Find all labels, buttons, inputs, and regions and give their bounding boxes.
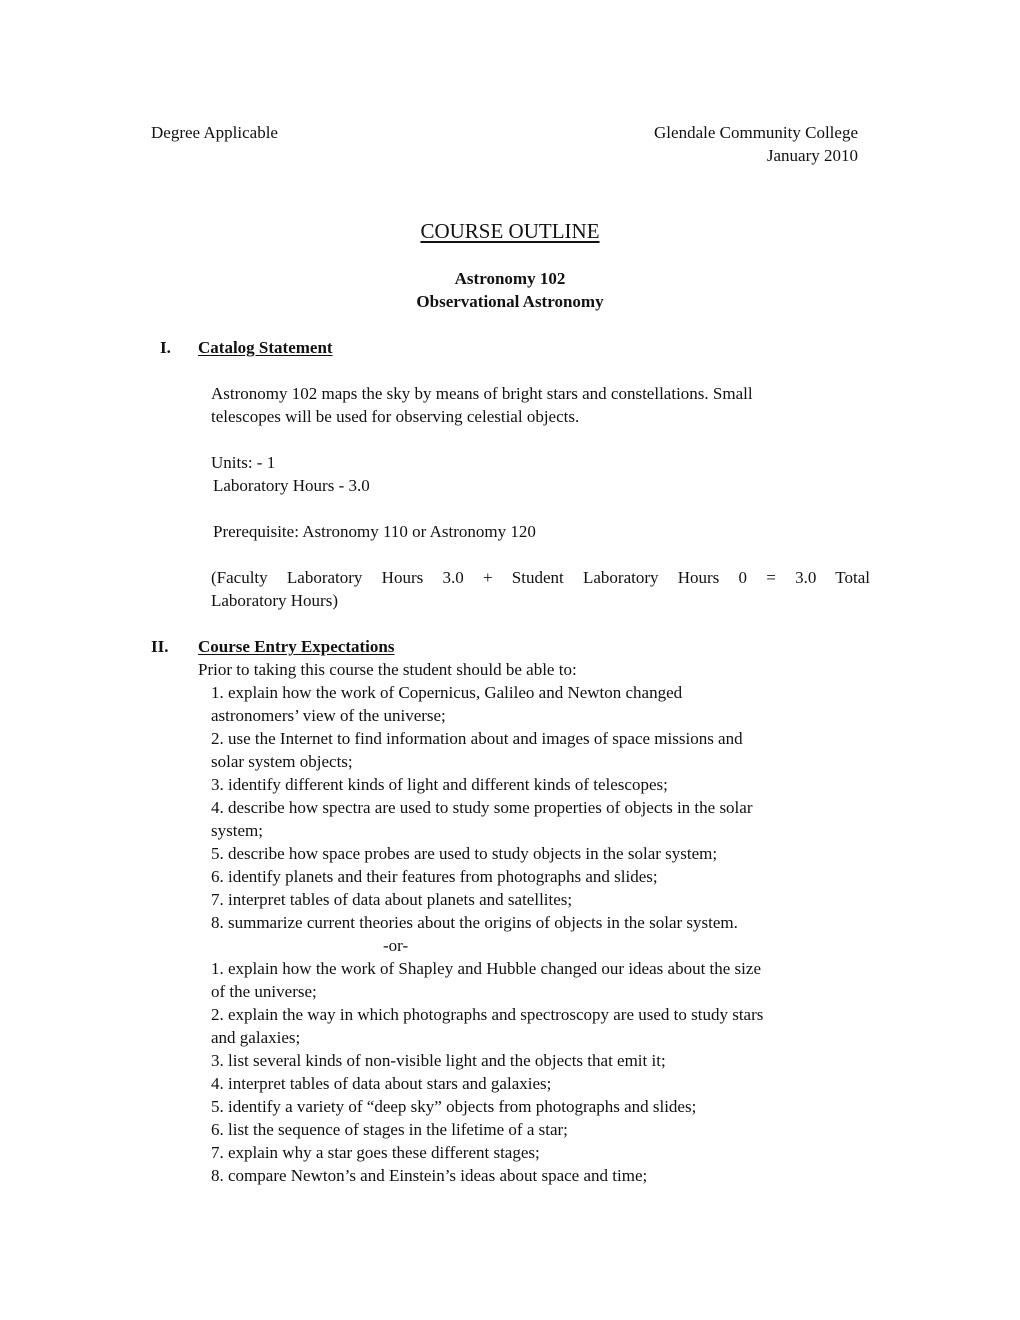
units: Units: - 1: [211, 453, 276, 472]
hours-line2: Laboratory Hours): [211, 591, 338, 610]
list-item: astronomers’ view of the universe;: [211, 706, 446, 725]
list-item: 4. describe how spectra are used to study some properties of objects in the solar: [211, 798, 753, 817]
list-item: solar system objects;: [211, 752, 353, 771]
section2-title: Course Entry Expectations: [198, 637, 395, 656]
hours-line1: (Faculty Laboratory Hours 3.0 + Student Laboratory Hours 0 = 3.0 Total: [211, 568, 870, 587]
prerequisite: Prerequisite: Astronomy 110 or Astronomy 120: [213, 522, 536, 541]
list-item: 6. identify planets and their features from photographs and slides;: [211, 867, 658, 886]
list-item: 8. compare Newton’s and Einstein’s ideas about space and time;: [211, 1166, 648, 1185]
list-item: 7. explain why a star goes these different stages;: [211, 1143, 540, 1162]
list-item: and galaxies;: [211, 1028, 301, 1047]
list-item: 1. explain how the work of Copernicus, Galileo and Newton changed: [211, 683, 683, 702]
list-item: 1. explain how the work of Shapley and Hubble changed our ideas about the size: [211, 959, 761, 978]
catalog-desc-line2: telescopes will be used for observing celestial objects.: [211, 407, 580, 426]
or-separator: -or-: [383, 936, 409, 955]
header-right: [654, 121, 858, 167]
list-item: 2. use the Internet to find information about and images of space missions and: [211, 729, 743, 748]
course-number: Astronomy 102: [454, 269, 566, 288]
section1-title: Catalog Statement: [198, 338, 333, 357]
list-item: system;: [211, 821, 263, 840]
list-item: of the universe;: [211, 982, 317, 1001]
list-item: 5. describe how space probes are used to study objects in the solar system;: [211, 844, 718, 863]
section2-numeral: II.: [151, 637, 169, 656]
list-item: 7. interpret tables of data about planets and satellites;: [211, 890, 573, 909]
section1-numeral: I.: [160, 338, 171, 357]
list-item: 6. list the sequence of stages in the lifetime of a star;: [211, 1120, 568, 1139]
list-item: 8. summarize current theories about the origins of objects in the solar system.: [211, 913, 738, 932]
course-name: Observational Astronomy: [416, 292, 604, 311]
catalog-desc-line1: Astronomy 102 maps the sky by means of bright stars and constellations. Small: [211, 384, 753, 403]
list-item: 2. explain the way in which photographs and spectroscopy are used to study stars: [211, 1005, 764, 1024]
header-college: Glendale Community College: [654, 123, 858, 142]
list-item: 5. identify a variety of “deep sky” objects from photographs and slides;: [211, 1097, 697, 1116]
list-item: 3. identify different kinds of light and different kinds of telescopes;: [211, 775, 668, 794]
expectations-list-b: [211, 957, 876, 1187]
list-item: 4. interpret tables of data about stars and galaxies;: [211, 1074, 552, 1093]
expectations-list-a: [211, 681, 876, 934]
section2-intro: Prior to taking this course the student should be able to:: [198, 660, 577, 679]
list-item: 3. list several kinds of non-visible light and the objects that emit it;: [211, 1051, 666, 1070]
lab-hours: Laboratory Hours - 3.0: [213, 476, 370, 495]
header-date: January 2010: [766, 146, 858, 165]
header-degree-applicable: Degree Applicable: [151, 123, 278, 142]
page-title: COURSE OUTLINE: [420, 219, 600, 243]
